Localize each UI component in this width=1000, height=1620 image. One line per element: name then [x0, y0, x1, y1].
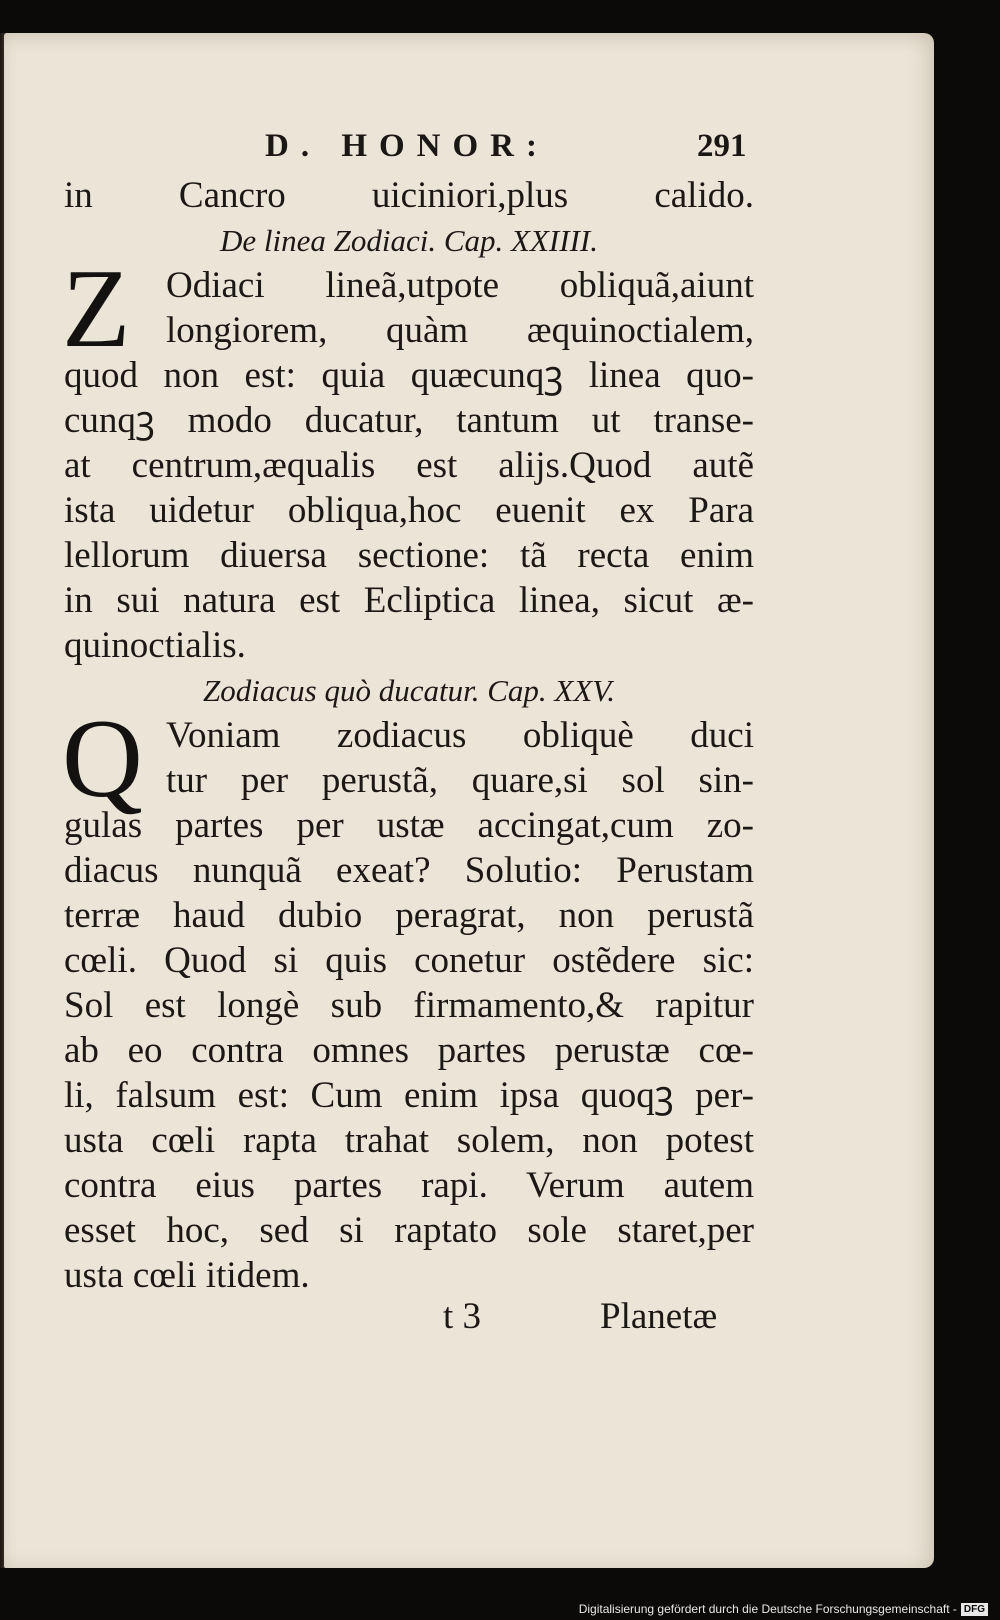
signature-mark: t 3 [443, 1296, 482, 1337]
text-line [64, 1163, 754, 1208]
text-line [64, 1073, 754, 1118]
line-text: tur per perustã, quare,si sol sin- [166, 760, 754, 801]
text-line [64, 308, 754, 353]
page-header [0, 128, 1000, 178]
catch-line [0, 1295, 1000, 1345]
catchword: Planetæ [600, 1296, 718, 1337]
chapter-heading [64, 668, 754, 713]
line-text: quinoctialis. [64, 625, 246, 666]
text-line [64, 758, 754, 803]
text-line [64, 848, 754, 893]
line-text: in Cancro uiciniori,plus calido. [64, 175, 754, 216]
line-text: contra eius partes rapi. Verum autem [64, 1165, 754, 1206]
line-text: ab eo contra omnes partes perustæ cœ- [64, 1030, 754, 1071]
line-text: li, falsum est: Cum enim ipsa quoqꝫ per- [64, 1075, 754, 1116]
line-text: in sui natura est Ecliptica linea, sicut æ- [64, 580, 754, 621]
line-text: Sol est longè sub firmamento,& rapitur [64, 985, 754, 1026]
text-line [64, 803, 754, 848]
line-text: cunqꝫ modo ducatur, tantum ut transe- [64, 400, 754, 441]
text-line [64, 1118, 754, 1163]
digitization-footer [579, 1601, 988, 1617]
drop-cap-initial: Z [62, 247, 131, 371]
footer-credit: Digitalisierung gefördert durch die Deutsche Forschungsgemeinschaft - [578, 1602, 957, 1616]
line-text: Zodiacus quò ducatur. Cap. XXV. [203, 673, 615, 708]
line-text: diacus nunquã exeat? Solutio: Perustam [64, 850, 754, 891]
text-line [64, 1253, 754, 1298]
folio-number: 291 [697, 128, 747, 164]
line-text: esset hoc, sed si raptato sole staret,per [64, 1210, 754, 1251]
line-text: at centrum,æqualis est alijs.Quod autẽ [64, 445, 754, 486]
chapter-heading [64, 218, 754, 263]
text-line [64, 398, 754, 443]
text-line [64, 578, 754, 623]
text-line [64, 1028, 754, 1073]
text-line [64, 443, 754, 488]
text-line [64, 623, 754, 668]
line-text: longiorem, quàm æquinoctialem, [166, 310, 754, 351]
running-head: D. HONOR: [265, 128, 549, 164]
text-line [64, 983, 754, 1028]
line-text: usta cœli rapta trahat solem, non potest [64, 1120, 754, 1161]
drop-cap-initial: Q [62, 697, 143, 821]
text-line [64, 1208, 754, 1253]
text-line [64, 173, 754, 218]
line-text: Odiaci lineã,utpote obliquã,aiunt [166, 265, 754, 306]
line-text: gulas partes per ustæ accingat,cum zo- [64, 805, 754, 846]
text-line [64, 488, 754, 533]
line-text: quod non est: quia quæcunqꝫ linea quo- [64, 355, 754, 396]
line-text: ista uidetur obliqua,hoc euenit ex Para [64, 490, 754, 531]
line-text: cœli. Quod si quis conetur ostẽdere sic: [64, 940, 754, 981]
text-line [64, 353, 754, 398]
line-text: Voniam zodiacus obliquè duci [166, 715, 754, 756]
text-line [64, 893, 754, 938]
page-text [64, 173, 754, 1298]
line-text: terræ haud dubio peragrat, non perustã [64, 895, 754, 936]
dfg-logo: DFG [961, 1603, 988, 1616]
text-line [64, 938, 754, 983]
line-text: lellorum diuersa sectione: tã recta enim [64, 535, 754, 576]
line-text: usta cœli itidem. [64, 1255, 310, 1296]
text-line [64, 533, 754, 578]
line-text: De linea Zodiaci. Cap. XXIIII. [220, 223, 598, 258]
